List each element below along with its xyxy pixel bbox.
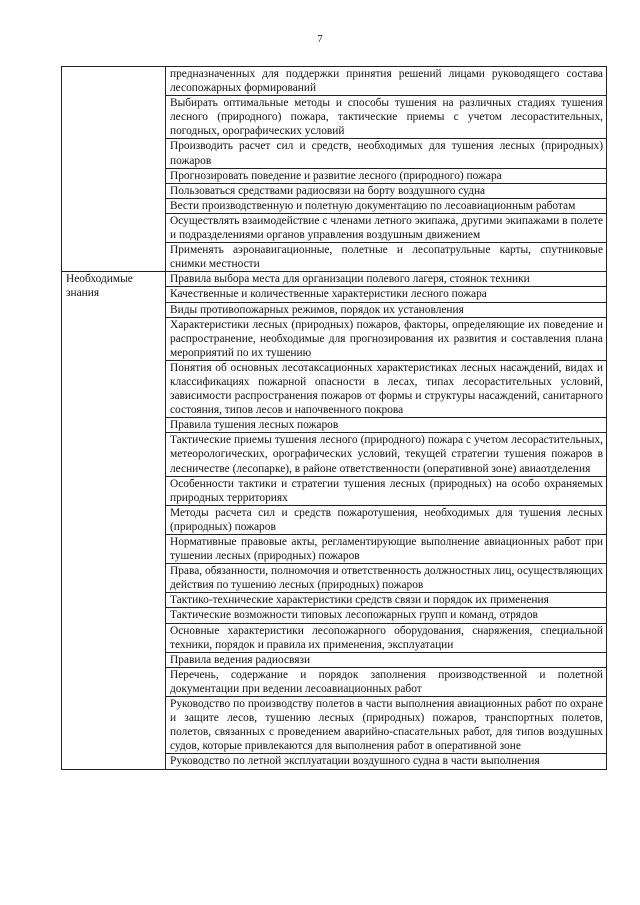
table-cell: Особенности тактики и стратегии тушения лесных (природных) на особо охраняемых природных территориях xyxy=(166,476,607,505)
table-cell: Правила тушения лесных пожаров xyxy=(166,418,607,433)
table-row xyxy=(62,67,607,96)
table-cell: Тактические возможности типовых лесопожарных групп и команд, отрядов xyxy=(166,608,607,623)
table-cell: Производить расчет сил и средств, необходимых для тушения лесных (природных) пожаров xyxy=(166,139,607,168)
table-cell: Выбирать оптимальные методы и способы тушения на различных стадиях тушения лесного (природного) пожара, тактические приемы с учетом лесорастительных, погодных, орографических условий xyxy=(166,96,607,139)
table-cell: Руководство по летной эксплуатации воздушного судна в части выполнения xyxy=(166,754,607,769)
knowledge-label: Необходимые знания xyxy=(62,272,166,769)
table-cell: Правила ведения радиосвязи xyxy=(166,652,607,667)
table-cell: Прогнозировать поведение и развитие лесного (природного) пожара xyxy=(166,168,607,183)
table-cell: Права, обязанности, полномочия и ответственность должностных лиц, осуществляющих действия по тушению лесных (природных) пожаров xyxy=(166,564,607,593)
table-cell: Понятия об основных лесотаксационных характеристиках лесных насаждений, видах и классификациях пожарной опасности в лесах, типах лесорастительных условий, зависимости распространения пожаров от формы и структуры насаждений, санитарного состояния, типов лесов и напочвенного покрова xyxy=(166,360,607,417)
table-cell: предназначенных для поддержки принятия решений лицами руководящего состава лесопожарных формирований xyxy=(166,67,607,96)
table-row xyxy=(62,272,607,287)
table-cell: Пользоваться средствами радиосвязи на борту воздушного судна xyxy=(166,183,607,198)
table-cell: Вести производственную и полетную документацию по лесоавиационным работам xyxy=(166,198,607,213)
table-cell: Осуществлять взаимодействие с членами летного экипажа, другими экипажами в полете и подразделениями органов управления воздушным движением xyxy=(166,213,607,242)
table-cell: Правила выбора места для организации полевого лагеря, стоянок техники xyxy=(166,272,607,287)
table-cell: Методы расчета сил и средств пожаротушения, необходимых для тушения лесных (природных) пожаров xyxy=(166,505,607,534)
table-cell: Характеристики лесных (природных) пожаров, факторы, определяющие их поведение и распространение, необходимые для прогнозирования их развития и составления плана мероприятий по их тушению xyxy=(166,317,607,360)
table-cell: Тактико-технические характеристики средств связи и порядок их применения xyxy=(166,593,607,608)
table-cell: Применять аэронавигационные, полетные и лесопатрульные карты, спутниковые снимки местности xyxy=(166,243,607,272)
table-cell: Нормативные правовые акты, регламентирующие выполнение авиационных работ при тушении лесных (природных) пожаров xyxy=(166,535,607,564)
table-cell: Виды противопожарных режимов, порядок их установления xyxy=(166,302,607,317)
table-cell: Руководство по производству полетов в части выполнения авиационных работ по охране и защите лесов, тушению лесных (природных) пожаров, транспортных полетов, полетов, связанных с проведением аварийно-спасательных работ, для типов воздушных судов, которые привлекаются для выполнения работ в оперативной зоне xyxy=(166,697,607,754)
table-cell: Тактические приемы тушения лесного (природного) пожара с учетом лесорастительных, метеорологических, орографических условий, текущей стратегии тушения пожаров в лесничестве (лесопарке), в районе ответственности (оперативной зоне) авиаотделения xyxy=(166,433,607,476)
table-cell: Основные характеристики лесопожарного оборудования, снаряжения, специальной техники, порядок и правила их применения, эксплуатации xyxy=(166,623,607,652)
page-number: 7 xyxy=(317,33,323,45)
requirements-table xyxy=(61,66,607,770)
table-cell: Качественные и количественные характеристики лесного пожара xyxy=(166,287,607,302)
skills-label-cell xyxy=(62,67,166,272)
table-cell: Перечень, содержание и порядок заполнения производственной и полетной документации при ведении лесоавиационных работ xyxy=(166,667,607,696)
